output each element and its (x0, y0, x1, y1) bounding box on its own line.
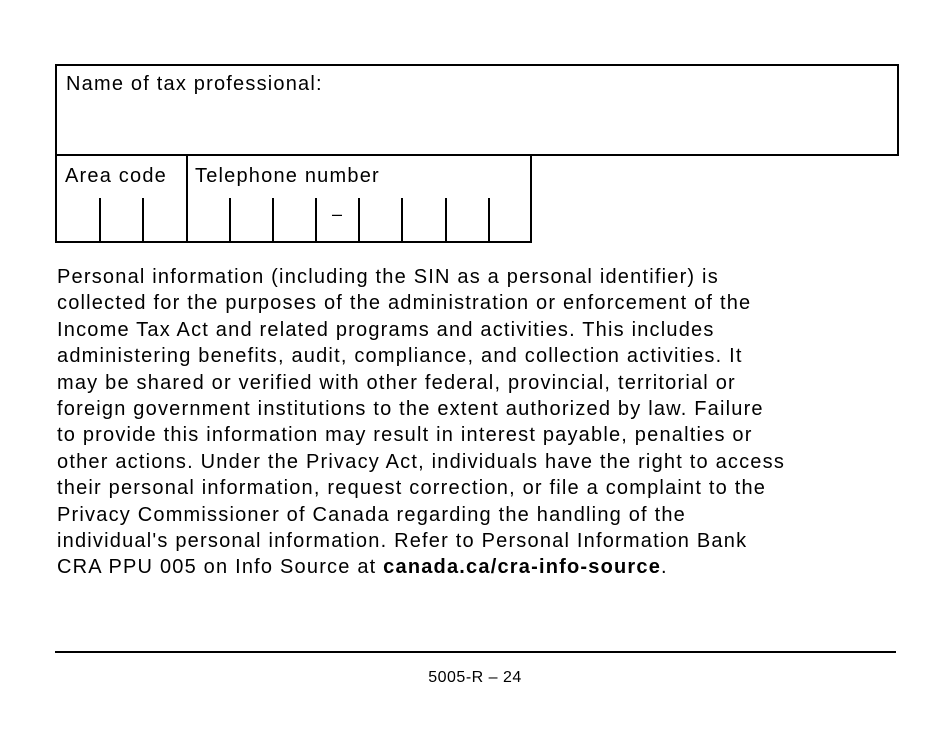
phone-separator: – (332, 204, 343, 224)
phone-digit-divider (358, 198, 360, 243)
phone-digit-divider (445, 198, 447, 243)
privacy-notice (57, 264, 917, 581)
privacy-line: collected for the purposes of the administration or enforcement of the (57, 292, 752, 315)
info-source-link[interactable]: canada.ca/cra-info-source (383, 556, 662, 579)
privacy-last-line-suffix: . (661, 556, 668, 579)
privacy-line: their personal information, request correction, or file a complaint to the (57, 477, 767, 500)
privacy-last-line-prefix: CRA PPU 005 on Info Source at (57, 556, 384, 579)
phone-digit-divider (272, 198, 274, 243)
privacy-line: foreign government institutions to the extent authorized by law. Failure (57, 398, 764, 421)
area-code-label: Area code (65, 165, 167, 187)
area-code-digit-divider (99, 198, 101, 243)
privacy-line: administering benefits, audit, compliance, and collection activities. It (57, 345, 743, 368)
phone-digit-divider (401, 198, 403, 243)
privacy-line: may be shared or verified with other federal, provincial, territorial or (57, 371, 736, 394)
privacy-line: other actions. Under the Privacy Act, individuals have the right to access (57, 450, 786, 473)
phone-digit-divider (229, 198, 231, 243)
privacy-line: Personal information (including the SIN as a personal identifier) is (57, 266, 719, 288)
tax-professional-name-label: Name of tax professional: (66, 73, 323, 95)
page-number: 5005-R – 24 (428, 669, 522, 686)
telephone-number-label: Telephone number (195, 165, 380, 187)
privacy-line: to provide this information may result in interest payable, penalties or (57, 424, 753, 447)
area-code-divider (186, 156, 188, 241)
footer-rule (55, 651, 896, 653)
area-code-digit-divider (142, 198, 144, 243)
privacy-line: Income Tax Act and related programs and activities. This includes (57, 318, 715, 341)
phone-digit-divider (315, 198, 317, 243)
phone-digit-divider (488, 198, 490, 243)
tax-professional-name-field[interactable] (55, 64, 899, 156)
privacy-last-line (57, 554, 917, 580)
telephone-field-group (55, 154, 532, 243)
privacy-line: individual's personal information. Refer to Personal Information Bank (57, 530, 748, 553)
privacy-line: Privacy Commissioner of Canada regarding the handling of the (57, 503, 686, 526)
